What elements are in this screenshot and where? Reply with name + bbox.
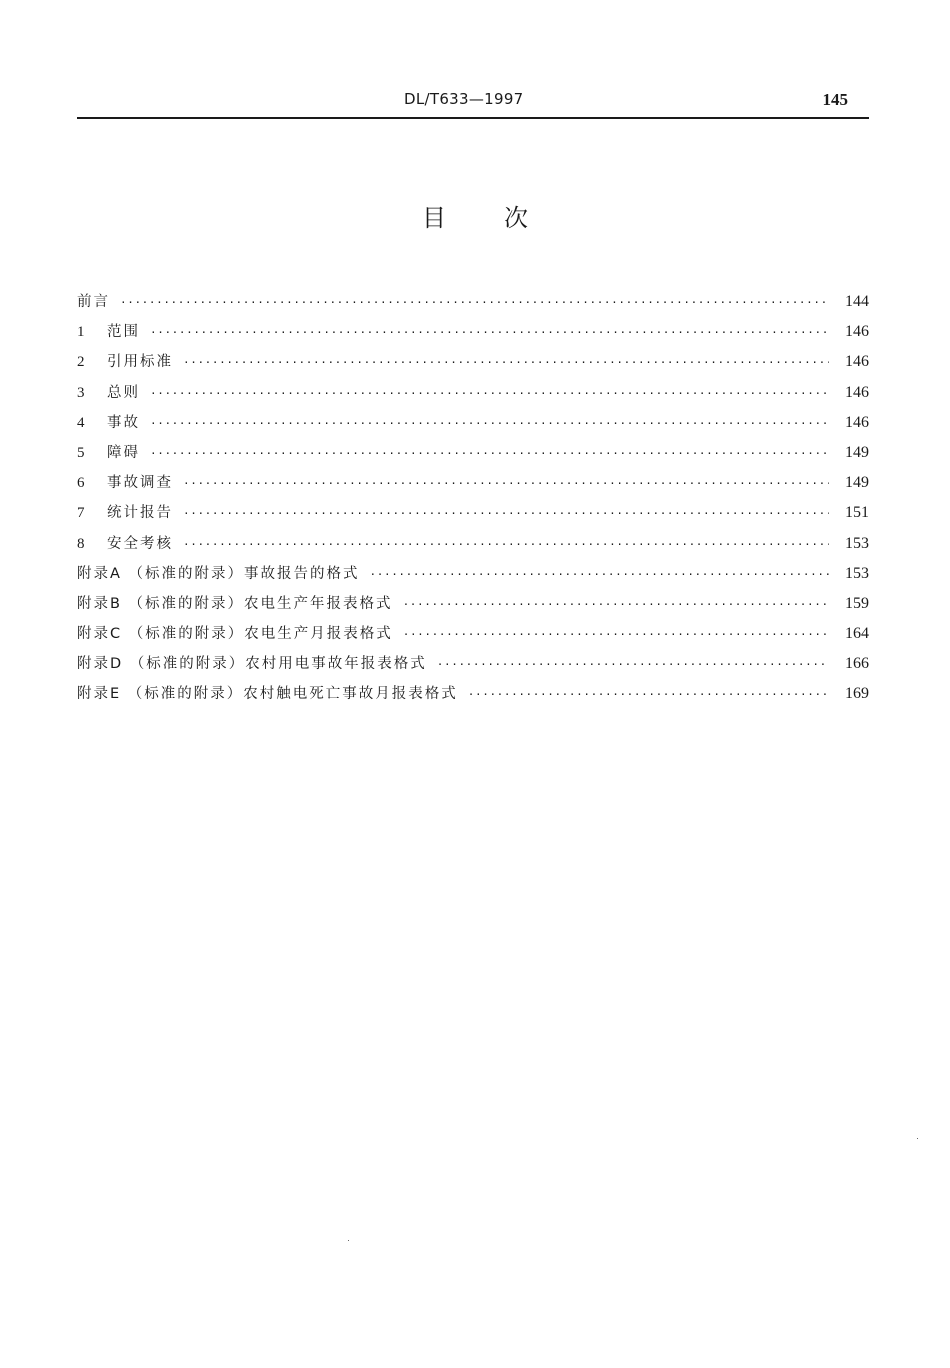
toc-entry-appendix-b[interactable]: [77, 592, 869, 622]
toc-leader-dots: [183, 507, 829, 520]
toc-entry-appendix-d[interactable]: [77, 652, 869, 682]
toc-entry-page: 149: [845, 474, 869, 492]
toc-entry-1[interactable]: [77, 320, 869, 350]
toc-entry-page: 146: [845, 353, 869, 371]
toc-entry-page: 146: [845, 383, 869, 401]
toc-entry-page: 166: [845, 655, 869, 673]
toc-leader-dots: [150, 447, 829, 460]
header-standard-number: DL/T633—1997: [404, 90, 524, 108]
toc-entry-label: 安全考核: [107, 535, 173, 552]
toc-title: [0, 198, 950, 233]
toc-leader-dots: [403, 598, 829, 611]
toc-leader-dots: [150, 326, 829, 339]
toc-entry-page: 146: [845, 413, 869, 431]
toc-entry-7[interactable]: [77, 501, 869, 531]
toc-entry-label: 附录A （标准的附录）事故报告的格式: [77, 565, 360, 582]
toc-entry-page: 153: [845, 564, 869, 582]
table-of-contents: [77, 290, 869, 713]
toc-entry-4[interactable]: [77, 411, 869, 441]
toc-entry-page: 153: [845, 534, 869, 552]
toc-entry-appendix-e[interactable]: [77, 682, 869, 712]
toc-leader-dots: [468, 688, 829, 701]
toc-entry-appendix-c[interactable]: [77, 622, 869, 652]
toc-entry-label: 附录C （标准的附录）农电生产月报表格式: [77, 626, 393, 643]
toc-entry-label: 范围: [107, 324, 140, 341]
header-rule: [77, 117, 869, 119]
toc-entry-page: 149: [845, 443, 869, 461]
toc-leader-dots: [150, 417, 829, 430]
toc-entry-label: 引用标准: [107, 354, 173, 371]
toc-entry-6[interactable]: [77, 471, 869, 501]
header-page-number: 145: [822, 90, 848, 109]
toc-entry-label: 附录D （标准的附录）农村用电事故年报表格式: [77, 656, 427, 673]
toc-entry-label: 事故: [107, 414, 140, 431]
toc-leader-dots: [437, 658, 829, 671]
toc-entry-3[interactable]: [77, 381, 869, 411]
toc-entry-number: 4: [77, 414, 85, 431]
toc-entry-8[interactable]: [77, 532, 869, 562]
toc-entry-page: 144: [845, 293, 869, 310]
toc-entry-appendix-a[interactable]: [77, 562, 869, 592]
toc-entry-page: 151: [845, 504, 869, 522]
toc-entry-number: 5: [77, 444, 85, 461]
toc-entry-page: 169: [845, 685, 869, 703]
toc-title-char-2: 次: [504, 204, 528, 232]
toc-leader-dots: [183, 356, 829, 369]
toc-entry-label: 事故调查: [107, 475, 173, 492]
toc-entry-label: 附录E （标准的附录）农村触电死亡事故月报表格式: [77, 686, 458, 703]
toc-entry-label: 障碍: [107, 444, 140, 461]
scan-speck: [917, 1138, 918, 1139]
toc-entry-label: 统计报告: [107, 505, 173, 522]
toc-entry-page: 164: [845, 625, 869, 643]
toc-leader-dots: [150, 387, 829, 400]
toc-leader-dots: [120, 296, 829, 309]
toc-entry-number: 2: [77, 354, 85, 371]
toc-entry-page: 146: [845, 323, 869, 341]
toc-entry-number: 8: [77, 535, 85, 552]
toc-title-char-1: 目: [422, 204, 446, 232]
toc-entry-number: 1: [77, 324, 85, 341]
scan-speck: [348, 1240, 349, 1241]
toc-leader-dots: [403, 628, 829, 641]
toc-leader-dots: [183, 538, 829, 551]
toc-entry-2[interactable]: [77, 350, 869, 380]
toc-leader-dots: [183, 477, 829, 490]
toc-entry-preface[interactable]: [77, 290, 869, 320]
toc-entry-label: 附录B （标准的附录）农电生产年报表格式: [77, 595, 393, 612]
toc-entry-number: 6: [77, 475, 85, 492]
toc-entry-number: 3: [77, 384, 85, 401]
toc-entry-number: 7: [77, 505, 85, 522]
toc-leader-dots: [370, 568, 829, 581]
toc-entry-label: 前言: [77, 294, 110, 310]
toc-entry-5[interactable]: [77, 441, 869, 471]
toc-entry-page: 159: [845, 594, 869, 612]
toc-entry-label: 总则: [107, 384, 140, 401]
